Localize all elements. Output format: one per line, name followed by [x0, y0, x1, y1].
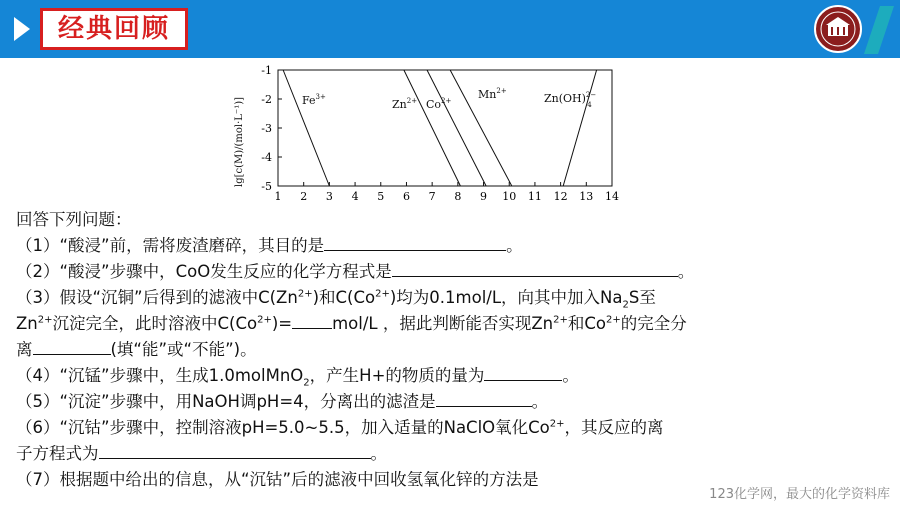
- header-bar: [0, 0, 900, 58]
- title-box: [40, 8, 188, 50]
- x-tick-label: 6: [402, 190, 410, 203]
- x-tick-label: 3: [325, 190, 333, 203]
- x-tick-label: 5: [377, 190, 385, 203]
- answer-blank-2[interactable]: [392, 258, 678, 277]
- series-labels: [302, 87, 596, 111]
- question-intro: 回答下列问题：: [16, 210, 132, 229]
- page-title: 经典回顾: [57, 14, 170, 44]
- x-tick-label: 7: [428, 190, 436, 203]
- solubility-chart: [226, 62, 626, 207]
- series-line-4: [563, 70, 596, 186]
- question-3-line-3: 离 (填“能”或“不能”)。: [16, 336, 257, 364]
- x-tick-label: 9: [480, 190, 488, 203]
- y-tick-label: -2: [261, 93, 272, 106]
- decor-stripe-icon: [860, 6, 894, 54]
- question-5: （5）“沉淀”步骤中，用NaOH调pH=4，分离出的滤渣是 。: [16, 388, 548, 416]
- label-zn: $Zn^{2+}$: [392, 97, 418, 111]
- series-line-0: [283, 70, 329, 186]
- question-1: （1）“酸浸”前，需将废渣磨碎，其目的是 。: [16, 232, 523, 260]
- answer-blank-1[interactable]: [324, 232, 506, 251]
- question-3-line-2: $Zn^{2+}$沉淀完全，此时溶液中$C(Co^{2+})= mol/L$ ，据此判断能否实现$Zn^{2+}$和$Co^{2+}$的完全分: [16, 310, 687, 338]
- x-tick-label: 13: [579, 190, 594, 203]
- y-tick-label: -5: [261, 180, 272, 193]
- plot-frame: [278, 70, 612, 186]
- question-6-line-2: 子方程式为 。: [16, 440, 387, 468]
- x-tick-label: 14: [605, 190, 619, 203]
- question-2: （2）“酸浸”步骤中，CoO发生反应的化学方程式是 。: [16, 258, 694, 286]
- label-co: $Co^{2+}$: [426, 97, 452, 111]
- answer-blank-3a[interactable]: [292, 310, 332, 329]
- y-tick-label: -1: [261, 64, 272, 77]
- x-tick-label: 12: [553, 190, 568, 203]
- question-6-line-1: （6）“沉钴”步骤中，控制溶液pH=5.0~5.5，加入适量的NaClO氧化$Co^{2+}$，其反应的离: [16, 418, 664, 437]
- series-line-1: [404, 70, 461, 186]
- school-emblem-icon: [813, 4, 863, 54]
- y-tick-label: -4: [261, 151, 272, 164]
- label-znoh4: Zn(OH)$^{2-}$ 4: [544, 91, 597, 109]
- label-mn: $Mn^{2+}$: [478, 87, 507, 101]
- x-tick-label: 11: [527, 190, 542, 203]
- x-tick-label: 1: [274, 190, 282, 203]
- watermark: 123化学网，最大的化学资料库: [709, 487, 890, 502]
- x-tick-label: 10: [502, 190, 517, 203]
- x-tick-label: 4: [351, 190, 359, 203]
- play-icon: [14, 17, 30, 41]
- answer-blank-4[interactable]: [484, 362, 562, 381]
- question-4: （4）“沉锰”步骤中，生成1.0molMnO$_2$，产生H+的物质的量为 。: [16, 362, 579, 390]
- question-3-line-1: （3）假设“沉铜”后得到的滤液中$C(Zn^{2+})$和$C(Co^{2+})$均为0.1mol/L，向其中加入$Na_2S$至: [16, 288, 656, 311]
- answer-blank-3b[interactable]: [33, 336, 111, 355]
- answer-blank-5[interactable]: [436, 388, 532, 407]
- label-fe: $Fe^{3+}$: [302, 93, 326, 107]
- question-7: （7）根据题中给出的信息，从“沉钴”后的滤液中回收氢氧化锌的方法是: [16, 470, 539, 489]
- y-axis-label: lg[c(M)/(mol·L⁻¹)]: [234, 96, 245, 187]
- x-tick-label: 8: [454, 190, 462, 203]
- x-tick-label: 2: [300, 190, 308, 203]
- y-tick-label: -3: [261, 122, 272, 135]
- answer-blank-6[interactable]: [99, 440, 371, 459]
